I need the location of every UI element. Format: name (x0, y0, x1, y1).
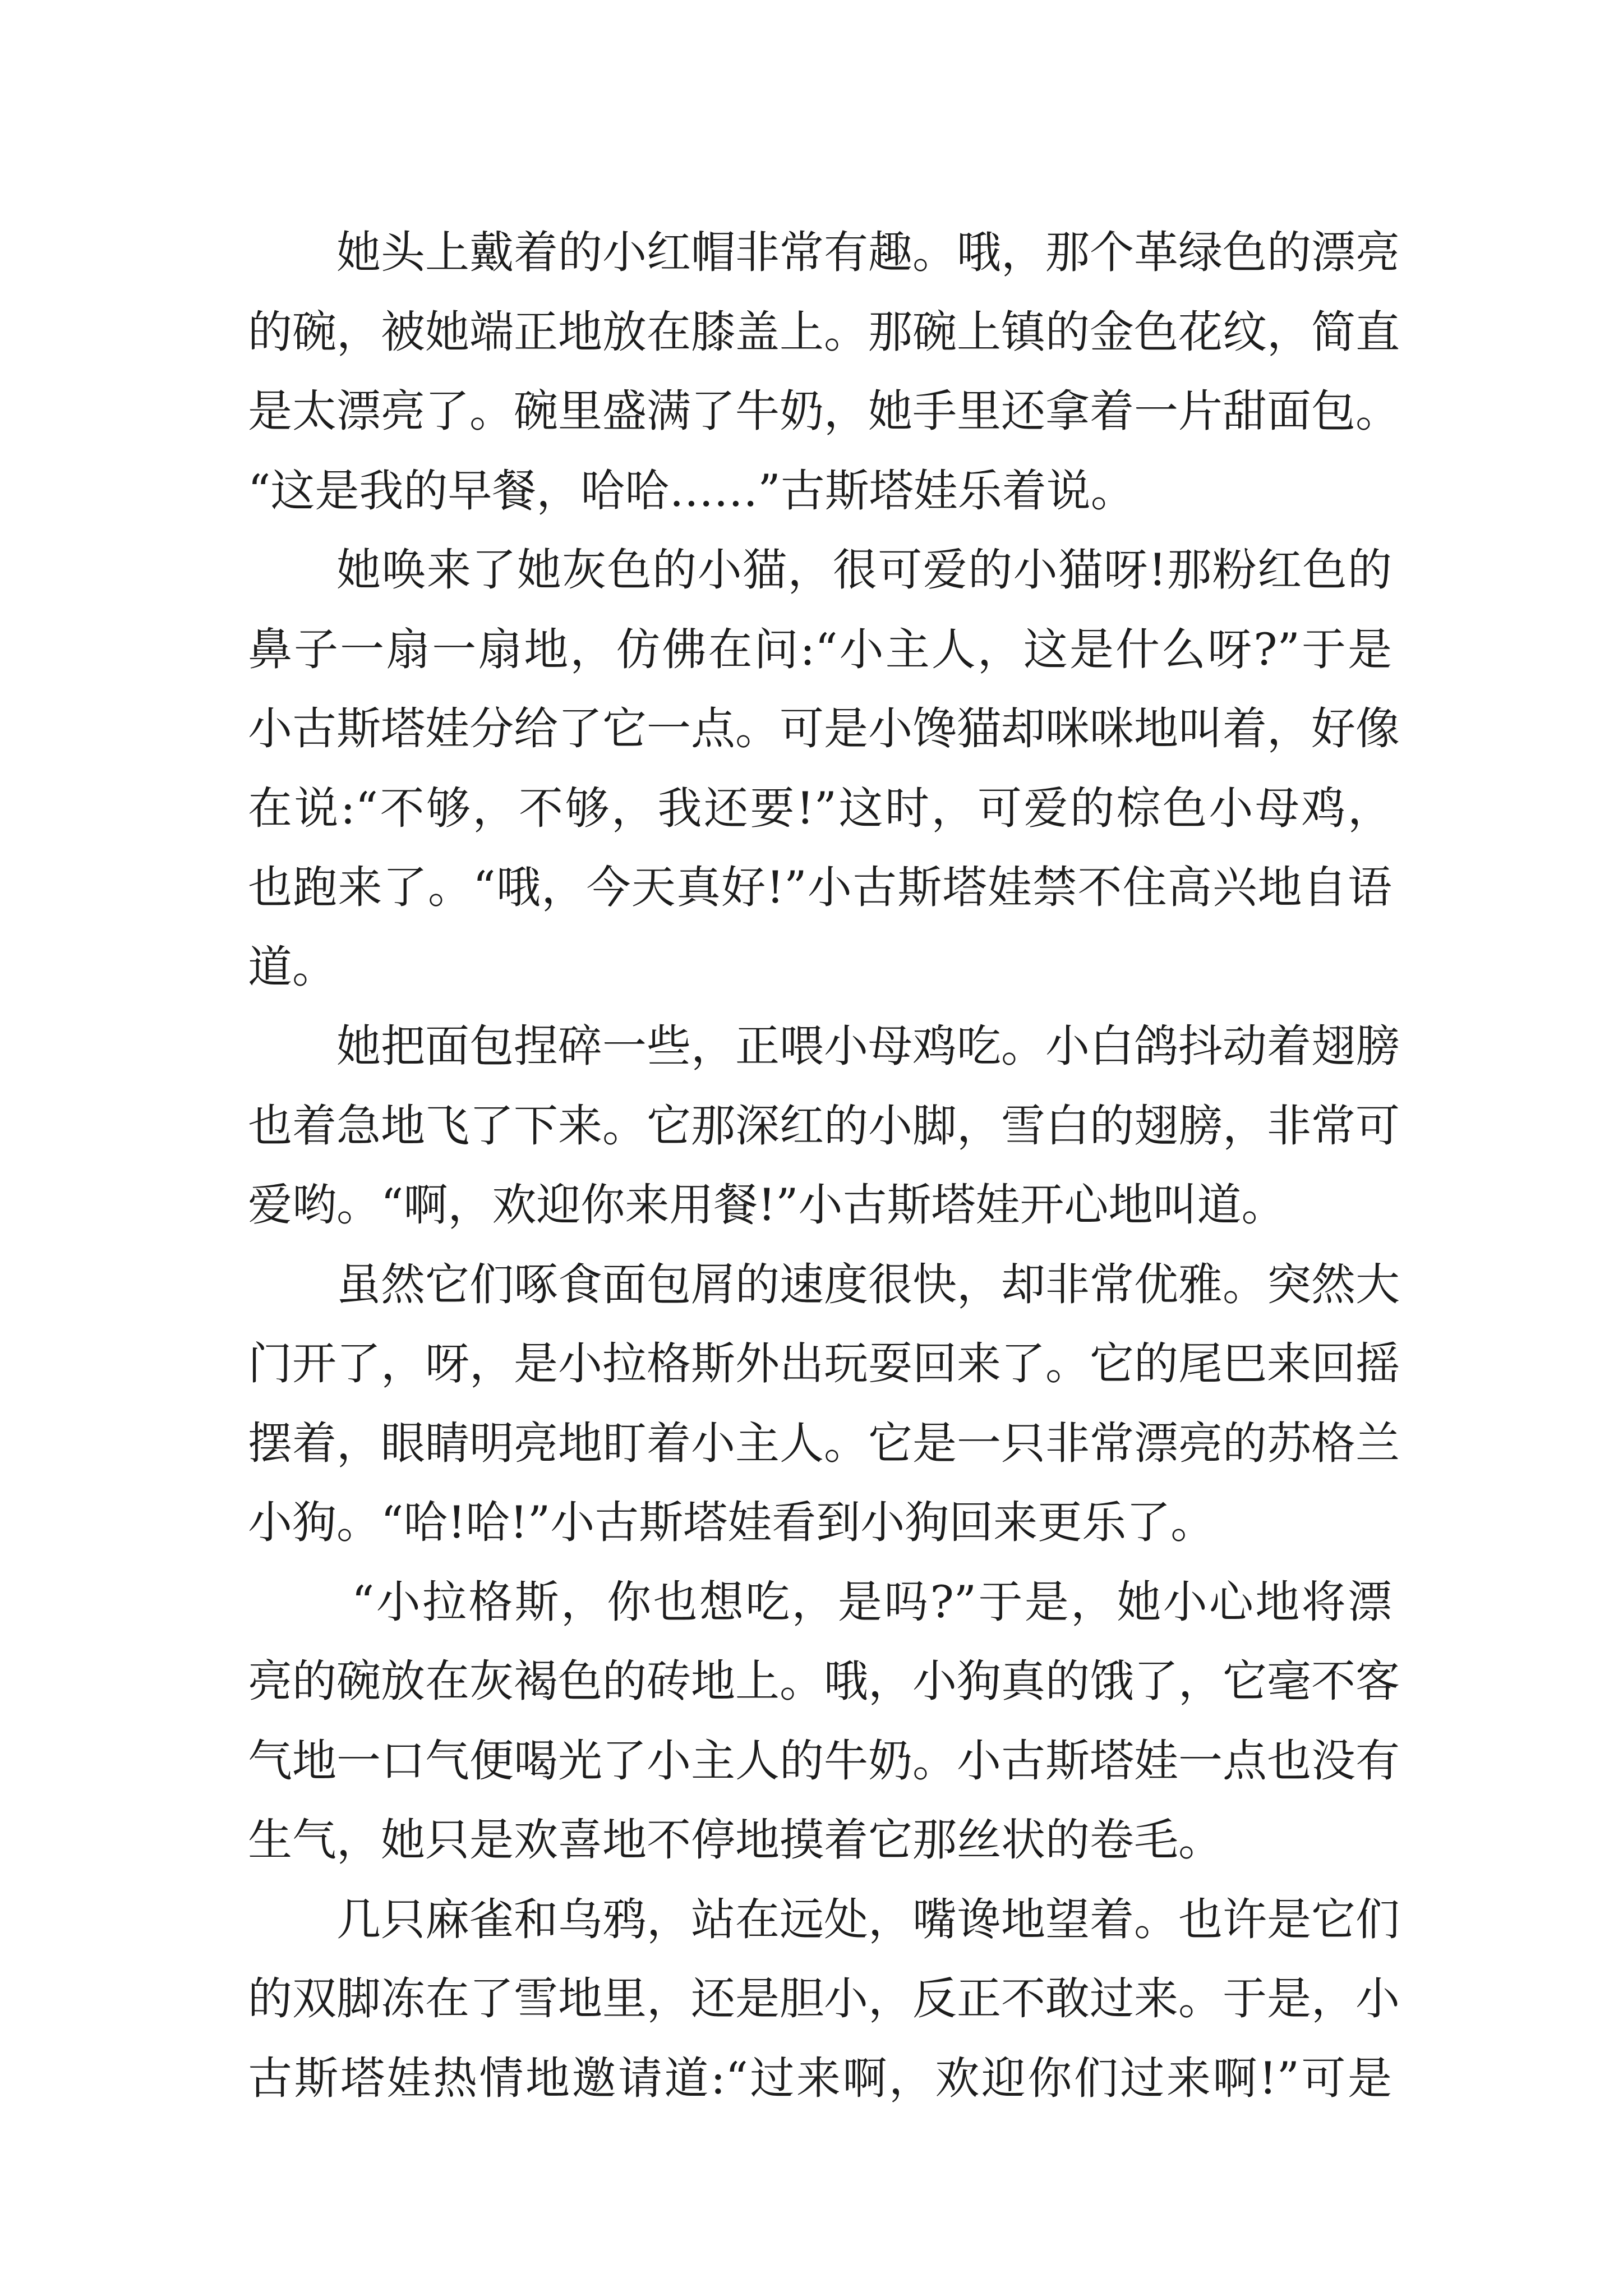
paragraph-2-line-6: 道。 (248, 941, 336, 993)
paragraph-1-line-1: 她头上戴着的小红帽非常有趣。哦，那个革绿色的漂亮 (336, 227, 1400, 278)
paragraph-3-line-3: 爱哟。“啊，欢迎你来用餐!”小古斯塔娃开心地叫道。 (248, 1179, 1286, 1231)
paragraph-6-line-2: 的双脚冻在了雪地里，还是胆小，反正不敢过来。于是，小 (248, 1973, 1400, 2024)
paragraph-6-line-1: 几只麻雀和乌鸦，站在远处，嘴谗地望着。也许是它们 (336, 1893, 1400, 1945)
paragraph-5-line-1: “小拉格斯，你也想吃，是吗?”于是，她小心地将漂 (352, 1576, 1392, 1628)
paragraph-4-line-3: 摆着，眼睛明亮地盯着小主人。它是一只非常漂亮的苏格兰 (248, 1417, 1400, 1469)
paragraph-5-line-2: 亮的碗放在灰褐色的砖地上。哦，小狗真的饿了，它毫不客 (248, 1655, 1400, 1707)
paragraph-1-line-3: 是太漂亮了。碗里盛满了牛奶，她手里还拿着一片甜面包。 (248, 385, 1400, 437)
paragraph-2-line-4: 在说:“不够，不够，我还要!”这时，可爱的棕色小母鸡， (248, 782, 1392, 834)
paragraph-5-line-3: 气地一口气便喝光了小主人的牛奶。小古斯塔娃一点也没有 (248, 1734, 1400, 1787)
document-body (248, 213, 1400, 2118)
paragraph-3-line-2: 也着急地飞了下来。它那深红的小脚，雪白的翅膀，非常可 (248, 1099, 1400, 1152)
paragraph-1-line-4: “这是我的早餐，哈哈……”古斯塔娃乐着说。 (248, 464, 1135, 517)
paragraph-2-line-1: 她唤来了她灰色的小猫，很可爱的小猫呀!那粉红色的 (336, 544, 1392, 596)
paragraph-1-line-2: 的碗，被她端正地放在膝盖上。那碗上镇的金色花纹，简直 (248, 306, 1400, 358)
paragraph-4-line-4: 小狗。“哈!哈!”小古斯塔娃看到小狗回来更乐了。 (248, 1497, 1215, 1548)
paragraph-6-line-3: 古斯塔娃热情地邀请道:“过来啊，欢迎你们过来啊!”可是 (248, 2052, 1392, 2104)
paragraph-4-line-1: 虽然它们啄食面包屑的速度很快，却非常优雅。突然大 (336, 1258, 1400, 1310)
paragraph-2-line-3: 小古斯塔娃分给了它一点。可是小馋猫却咪咪地叫着，好像 (248, 703, 1400, 754)
paragraph-4-line-2: 门开了，呀，是小拉格斯外出玩耍回来了。它的尾巴来回摇 (248, 1338, 1400, 1389)
paragraph-5-line-4: 生气，她只是欢喜地不停地摸着它那丝状的卷毛。 (248, 1814, 1223, 1866)
paragraph-3-line-1: 她把面包捏碎一些，正喂小母鸡吃。小白鸽抖动着翅膀 (336, 1020, 1400, 1072)
paragraph-2-line-2: 鼻子一扇一扇地，仿佛在问:“小主人，这是什么呀?”于是 (248, 623, 1392, 675)
paragraph-2-line-5: 也跑来了。“哦，今天真好!”小古斯塔娃禁不住高兴地自语 (248, 862, 1392, 913)
